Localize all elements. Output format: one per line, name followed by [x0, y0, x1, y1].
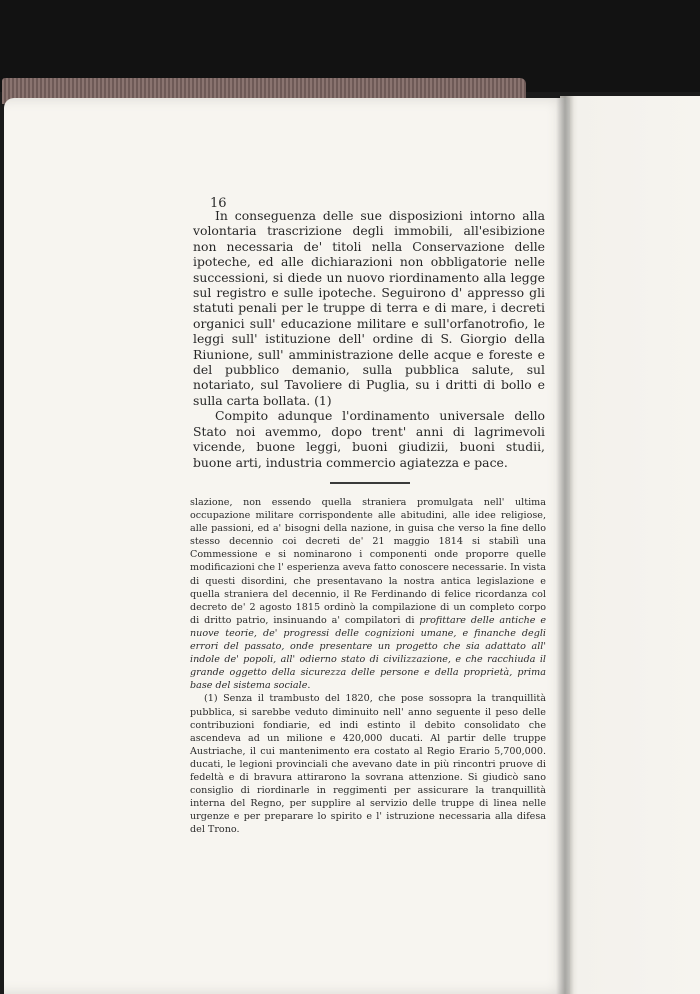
- footnote-1: (1) Senza il trambusto del 1820, che pose sossopra la tranquillità pubblica, si sarebbe veduto diminuito nell' anno seguente il peso delle contribuzioni fondiarie, ed indi estinto il debito consolidato che ascendeva ad un milione e 420,000 ducati. Al partir delle truppe Austriache, il cui mantenimento era costato al Regio Erario 5,700,000. ducati, le legioni provinciali che avevano date in più rincontri pruove di fedeltà e di bravura attirarono la sovrana attenzione. Si giudicò sano consiglio di riordinarle in reggimenti per assicurare la tranquillità interna del Regno, per supplire al servizio delle truppe di linea nelle urgenze e per preparare lo spirito e l' istruzione necessaria alla difesa del Trono.: [190, 693, 546, 836]
- section-divider: [330, 482, 410, 484]
- footnote-continuation-end: .: [307, 680, 311, 692]
- facing-page: [560, 96, 700, 994]
- page-number: 16: [210, 196, 227, 211]
- main-paragraph-2: Compito adunque l'ordinamento universale dello Stato noi avemmo, dopo trent' anni di lagrimevoli vicende, buone leggi, buoni giudizii, buoni studii, buone arti, industria commercio agiatezza e pace.: [193, 408, 545, 470]
- main-text: [193, 208, 545, 470]
- footnote-continuation-text: slazione, non essendo quella straniera promulgata nell' ultima occupazione militare corrispondente alle abitudini, alle idee religiose, alle passioni, ed a' bisogni della nazione, in guisa che verso la fine dello stesso decennio coi decreti de' 21 maggio 1814 si stabilì una Commessione e si nominarono i componenti onde proporre quelle modificazioni che l' esperienza aveva fatto conoscere necessarie. In vista di questi disordini, che presentavano la nostra antica legislazione e quella straniera del decennio, il Re Ferdinando di felice ricordanza col decreto de' 2 agosto 1815 ordinò la compilazione di un completo corpo di dritto patrio, insinuando a' compilatori di: [190, 497, 546, 626]
- footnote-continuation: [190, 496, 546, 692]
- footnote-continuation-italic: profittare delle antiche e nuove teorie, de' progressi delle cognizioni umane, e finanche degli errori del passato, onde presentare un progetto che sia adattato all' indole de' popoli, all' odierno stato di civilizzazione, e che racchiuda il grande oggetto della sicurezza delle persone e della proprietà, prima base del sistema sociale: [190, 614, 547, 692]
- footnotes: [190, 496, 546, 836]
- main-paragraph-1: In conseguenza delle sue disposizioni intorno alla volontaria trascrizione degli immobili, all'esibizione non necessaria de' titoli nella Conservazione delle ipoteche, ed alle dichiarazioni non obbligatorie nelle successioni, si diede un nuovo riordinamento alla legge sul registro e sulle ipoteche. Seguirono d' appresso gli statuti penali per le truppe di terra e di mare, i decreti organici sull' educazione militare e sull'orfanotrofio, le leggi sull' istituzione dell' ordine di S. Giorgio della Riunione, sull' amministrazione delle acque e foreste e del pubblico demanio, sulla pubblica salute, sul notariato, sul Tavoliere di Puglia, su i dritti di bollo e sulla carta bollata. (1): [193, 208, 545, 408]
- page-fold-shadow: [556, 96, 574, 994]
